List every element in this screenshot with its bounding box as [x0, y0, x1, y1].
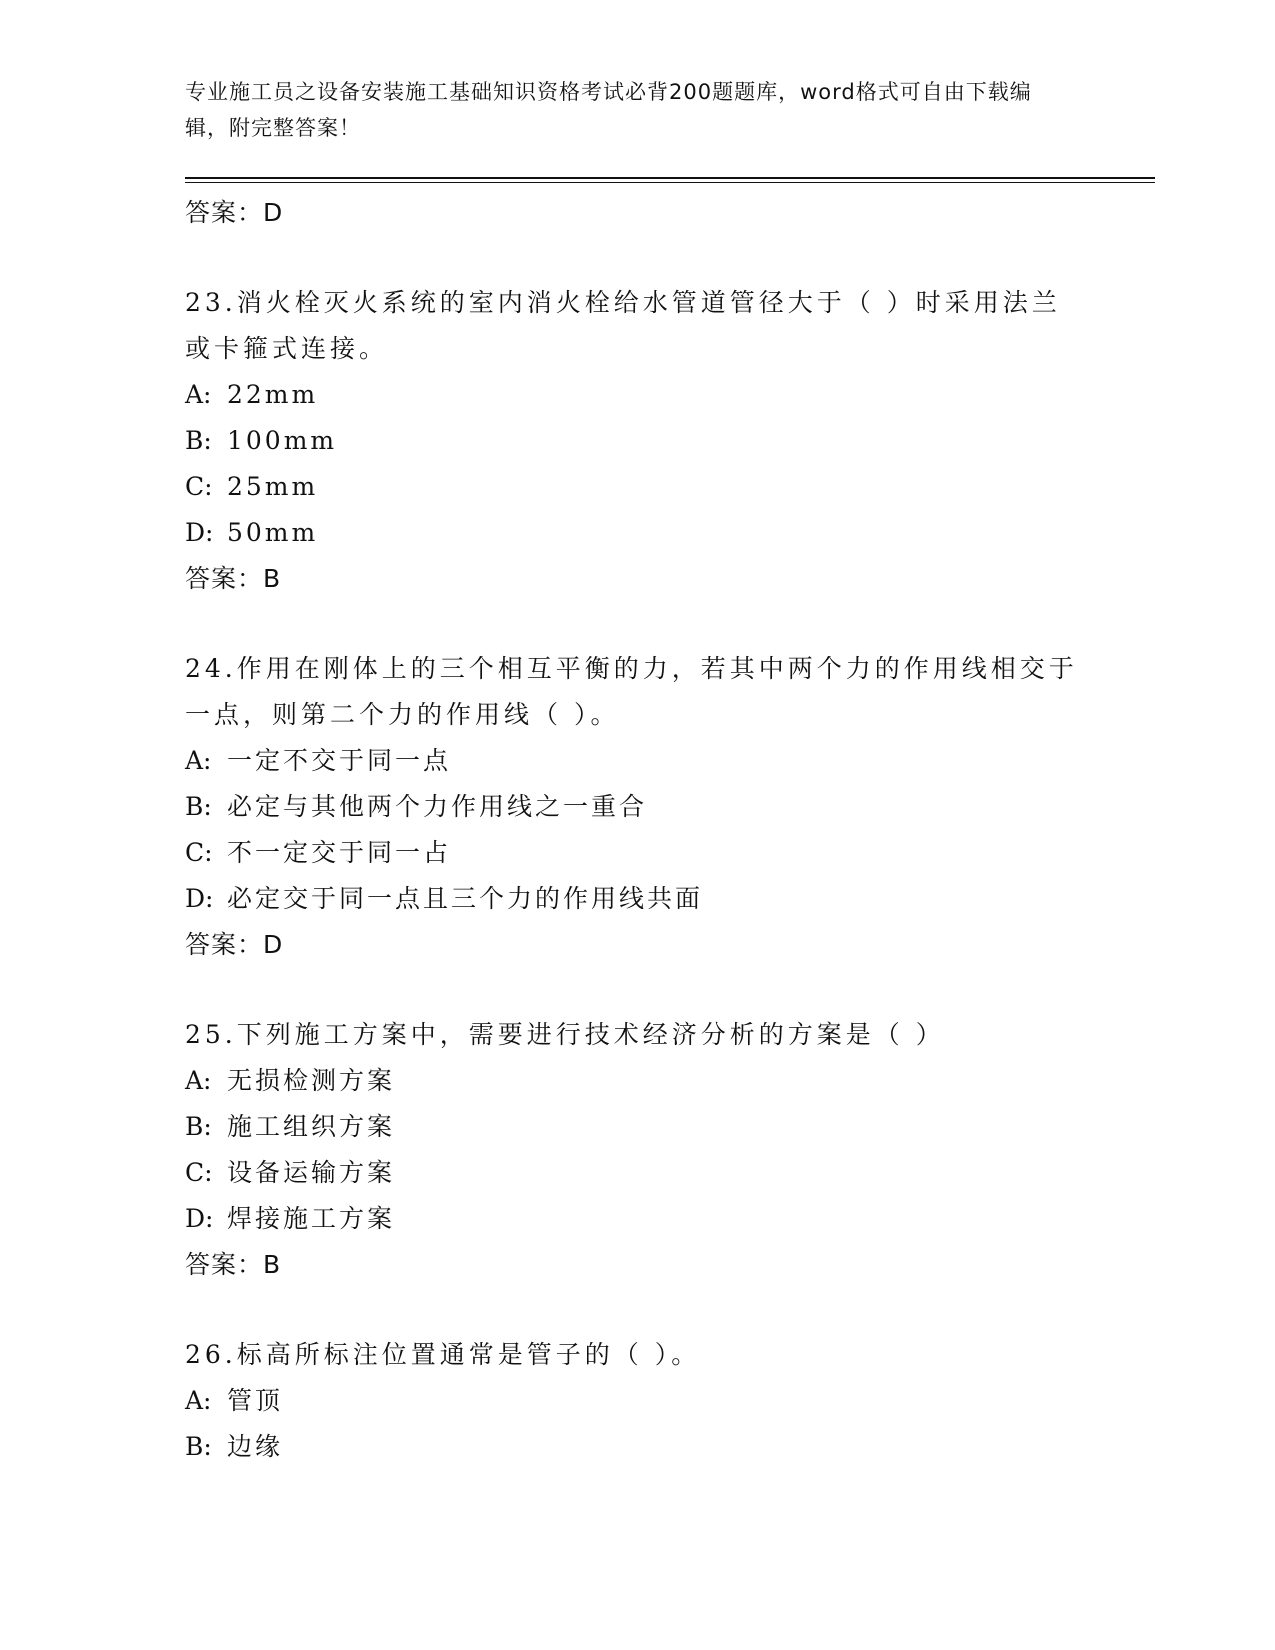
option-text: 100mm	[227, 426, 338, 455]
header-rule	[185, 177, 1155, 179]
answer-line: 答案：D	[185, 930, 284, 959]
option-text: 焊接施工方案	[227, 1204, 396, 1233]
option-d	[185, 1196, 1085, 1242]
option-c	[185, 464, 1085, 510]
option-d	[185, 876, 1085, 922]
option-a	[185, 372, 1085, 418]
option-text: 25mm	[227, 472, 319, 501]
option-c	[185, 1150, 1085, 1196]
option-text: 一定不交于同一点	[227, 746, 452, 775]
option-d	[185, 510, 1085, 556]
option-b	[185, 1424, 1085, 1470]
option-key: B:	[185, 1432, 212, 1461]
page-header-title: 专业施工员之设备安装施工基础知识资格考试必背200题题库，word格式可自由下载编辑，附完整答案！	[185, 80, 1032, 140]
option-a	[185, 738, 1085, 784]
option-c	[185, 830, 1085, 876]
option-key: C:	[185, 472, 213, 501]
option-key: C:	[185, 838, 213, 867]
answer-line: 答案：B	[185, 1250, 282, 1279]
option-key: A:	[185, 380, 212, 409]
option-text: 22mm	[227, 380, 319, 409]
option-text: 边缘	[227, 1432, 284, 1461]
option-b	[185, 1104, 1085, 1150]
option-a	[185, 1378, 1085, 1424]
option-text: 50mm	[227, 518, 319, 547]
question-text: 26.标高所标注位置通常是管子的（ ）。	[185, 1340, 701, 1369]
question-block	[185, 1012, 1085, 1288]
answer-line: 答案：D	[185, 198, 284, 227]
question-block	[185, 646, 1085, 968]
option-key: B:	[185, 426, 212, 455]
option-key: D:	[185, 884, 214, 913]
option-key: C:	[185, 1158, 213, 1187]
header-rule-thin	[185, 182, 1155, 183]
option-key: D:	[185, 1204, 214, 1233]
question-block	[185, 280, 1085, 602]
option-text: 管顶	[227, 1386, 284, 1415]
option-key: D:	[185, 518, 214, 547]
answer-line: 答案：B	[185, 564, 282, 593]
option-text: 必定交于同一点且三个力的作用线共面	[227, 884, 704, 913]
question-list	[185, 190, 1085, 1470]
option-key: A:	[185, 746, 212, 775]
option-key: A:	[185, 1066, 212, 1095]
question-text: 23.消火栓灭火系统的室内消火栓给水管道管径大于（ ）时采用法兰或卡箍式连接。	[185, 288, 1061, 363]
option-key: A:	[185, 1386, 212, 1415]
option-key: B:	[185, 792, 212, 821]
question-text: 24.作用在刚体上的三个相互平衡的力，若其中两个力的作用线相交于一点，则第二个力的作用线（ ）。	[185, 654, 1078, 729]
option-text: 必定与其他两个力作用线之一重合	[227, 792, 648, 821]
option-text: 施工组织方案	[227, 1112, 396, 1141]
option-b	[185, 784, 1085, 830]
option-text: 无损检测方案	[227, 1066, 396, 1095]
option-text: 设备运输方案	[227, 1158, 396, 1187]
option-a	[185, 1058, 1085, 1104]
question-text: 25.下列施工方案中，需要进行技术经济分析的方案是（ ）	[185, 1020, 945, 1049]
option-key: B:	[185, 1112, 212, 1141]
option-text: 不一定交于同一占	[227, 838, 452, 867]
question-block	[185, 1332, 1085, 1470]
option-b	[185, 418, 1085, 464]
